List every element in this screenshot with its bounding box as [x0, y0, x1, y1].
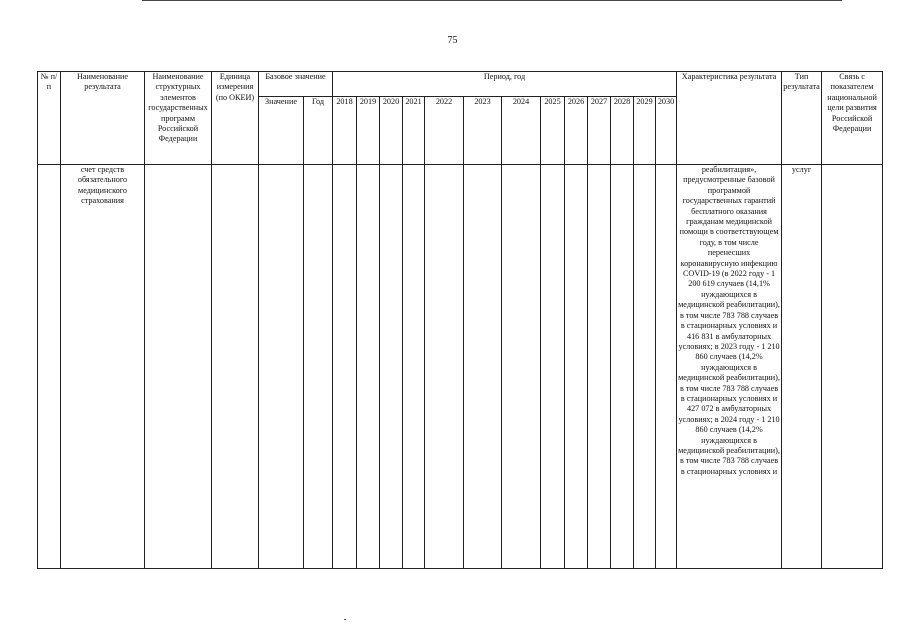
- header-name: Наименование результата: [61, 72, 145, 165]
- results-table: [37, 71, 883, 569]
- result-type: услуг: [782, 165, 822, 569]
- year-2026: 2026: [565, 97, 588, 165]
- result-characteristic: реабилитация», предусмотренные базовой программой государственных гарантий бесплатного оказания гражданам медицинской помощи в соответствующем году, в том числе перенесших коронавирусную инфекцию COVID-19 (в 2022 году - 1 200 619 случаев (14,1% нуждающихся в медицинской реабилитации), в том числе 783 788 случаев в стационарных условиях и 416 831 в амбулаторных условиях; в 2023 году - 1 210 860 случаев (14,2% нуждающихся в медицинской реабилитации), в том числе 783 788 случаев в стационарных условиях и 427 072 в амбулаторных условиях; в 2024 году - 1 210 860 случаев (14,2% нуждающихся в медицинской реабилитации), в том числе 783 788 случаев в стационарных условиях и: [677, 165, 782, 569]
- year-2022: 2022: [425, 97, 464, 165]
- year-2028: 2028: [611, 97, 634, 165]
- header-unit: Единица измерения (по ОКЕИ): [212, 72, 259, 165]
- table-row: [38, 165, 883, 569]
- year-2030: 2030: [656, 97, 677, 165]
- scan-mark: [344, 619, 346, 620]
- page-number: 75: [447, 35, 458, 46]
- year-2018: 2018: [333, 97, 357, 165]
- header-characteristic: Характеристика результата: [677, 72, 782, 165]
- result-name: счет средств обязательного медицинского страхования: [61, 165, 145, 569]
- year-2023: 2023: [464, 97, 502, 165]
- year-2029: 2029: [634, 97, 656, 165]
- year-2025: 2025: [541, 97, 565, 165]
- header-result-type: Тип результата: [782, 72, 822, 165]
- header-num: № п/п: [38, 72, 61, 165]
- header-base-year: Год: [304, 97, 333, 165]
- year-2024: 2024: [502, 97, 541, 165]
- year-2020: 2020: [380, 97, 403, 165]
- top-rule: [142, 0, 842, 1]
- header-link: Связь с показателем национальной цели развития Российской Федерации: [822, 72, 883, 165]
- header-period: Период, год: [333, 72, 677, 97]
- header-program: Наименование структурных элементов государственных программ Российской Федерации: [145, 72, 212, 165]
- header-base-value: Значение: [259, 97, 304, 165]
- year-2019: 2019: [357, 97, 380, 165]
- year-2027: 2027: [588, 97, 611, 165]
- year-2021: 2021: [403, 97, 425, 165]
- header-base: Базовое значение: [259, 72, 333, 97]
